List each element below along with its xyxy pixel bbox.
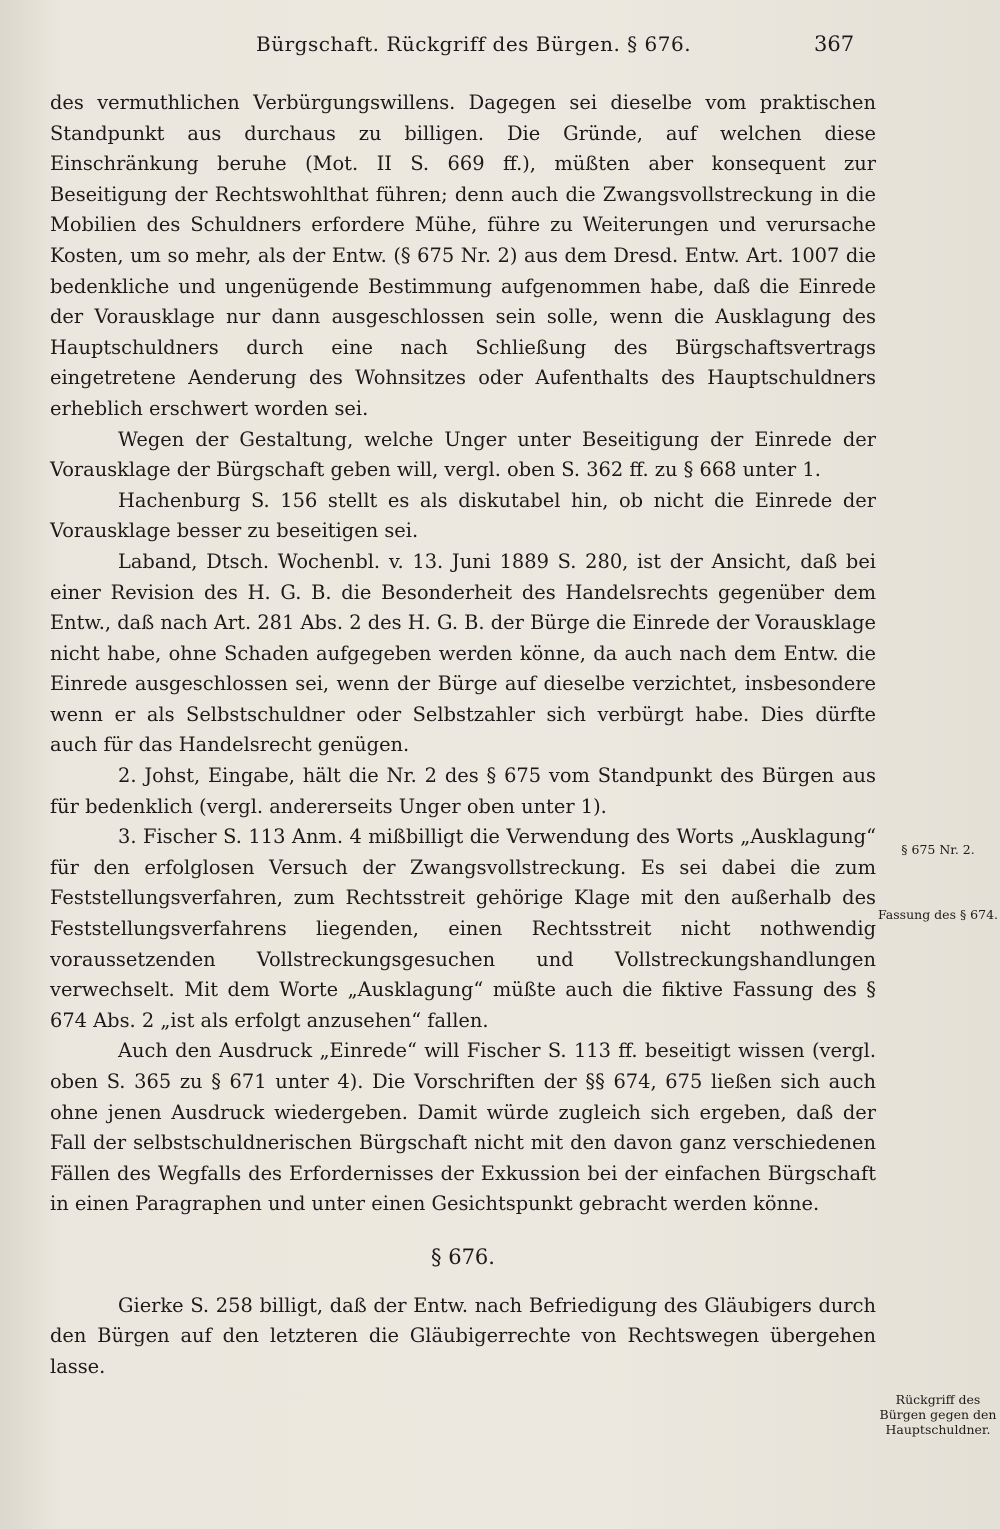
page-number: 367: [814, 32, 855, 56]
paragraph-laband: Laband, Dtsch. Wochenbl. v. 13. Juni 1889 S. 280, ist der Ansicht, daß bei einer Revision des H. G. B. die Besonderheit des Handelsrechts gegenüber dem Entw., daß nach Art. 281 Abs. 2 des H. G. B. der Bürge die Einrede der Vorausklage nicht habe, ohne Schaden aufgegeben werden könne, da auch nach dem Entw. die Einrede ausgeschlossen sei, wenn der Bürge auf dieselbe verzichtet, insbesondere wenn er als Selbstschuldner oder Selbstzahler sich verbürgt habe. Dies dürfte auch für das Handelsrecht genügen.: [50, 549, 876, 757]
running-title: Bürgschaft. Rückgriff des Bürgen. § 676.: [256, 32, 692, 56]
margin-note-rueckgriff: Rückgriff des Bürgen gegen den Hauptschuldner.: [879, 1392, 997, 1437]
paragraph-fischer: 3. Fischer S. 113 Anm. 4 mißbilligt die Verwendung des Worts „Ausklagung“ für den erfolglosen Versuch der Zwangsvollstreckung. Es sei dabei die zum Feststellungsverfahren, zum Rechtsstreit gehörige Klage mit den außerhalb des Feststellungsverfahrens liegenden, einen Rechtsstreit nicht nothwendig voraussetzenden Vollstreckungsgesuchen und Vollstreckungshandlungen verwechselt. Mit dem Worte „Ausklagung“ müßte auch die fiktive Fassung des § 674 Abs. 2 „ist als erfolgt anzusehen“ fallen.: [50, 825, 876, 1032]
paragraph-einrede: Auch den Ausdruck „Einrede“ will Fischer S. 113 ff. beseitigt wissen (vergl. oben S. 365 zu § 671 unter 4). Die Vorschriften der §§ 674, 675 ließen sich auch ohne jenen Ausdruck wiedergeben. Damit würde zugleich sich ergeben, daß der Fall der selbstschuldnerischen Bürgschaft nicht mit den davon ganz verschiedenen Fällen des Wegfalls des Erfordernisses der Exkussion bei der einfachen Bürgschaft in einen Paragraphen und unter einen Gesichtspunkt gebracht werden könne.: [50, 1039, 876, 1216]
section-heading: § 676.: [431, 1244, 495, 1269]
paragraph-gierke: Gierke S. 258 billigt, daß der Entw. nach Befriedigung des Gläubigers durch den Bürgen auf den letzteren die Gläubigerrechte von Rechtswegen übergehen lasse.: [50, 1293, 876, 1378]
paragraph-hachenburg: Hachenburg S. 156 stellt es als diskutabel hin, ob nicht die Einrede der Vorausklage besser zu beseitigen sei.: [50, 488, 876, 543]
margin-note-fassung: Fassung des § 674.: [877, 907, 999, 922]
body-text: [50, 88, 876, 1382]
paragraph-johst: 2. Johst, Eingabe, hält die Nr. 2 des § 675 vom Standpunkt des Bürgen aus für bedenklich (vergl. andererseits Unger oben unter 1).: [50, 764, 876, 818]
paragraph-continuation: des vermuthlichen Verbürgungswillens. Dagegen sei dieselbe vom praktischen Standpunkt aus durchaus zu billigen. Die Gründe, auf welchen diese Einschränkung beruhe (Mot. II S. 669 ff.), müßten aber konsequent zur Beseitigung der Rechtswohlthat führen; denn auch die Zwangsvollstreckung in die Mobilien des Schuldners erfordere Mühe, führe zu Weiterungen und verursache Kosten, um so mehr, als der Entw. (§ 675 Nr. 2) aus dem Dresd. Entw. Art. 1007 die bedenkliche und ungenügende Bestimmung aufgenommen habe, daß die Einrede der Vorausklage nur dann ausgeschlossen sein solle, wenn die Ausklagung des Hauptschuldners durch eine nach Schließung des Bürgschaftsvertrags eingetretene Aenderung des Wohnsitzes oder Aufenthalts des Hauptschuldners erheblich erschwert worden sei.: [50, 91, 876, 420]
margin-note-675: § 675 Nr. 2.: [901, 842, 975, 857]
paragraph-unger: Wegen der Gestaltung, welche Unger unter Beseitigung der Einrede der Vorausklage der Bürgschaft geben will, vergl. oben S. 362 ff. zu § 668 unter 1.: [50, 427, 876, 482]
running-head: [0, 30, 1000, 64]
